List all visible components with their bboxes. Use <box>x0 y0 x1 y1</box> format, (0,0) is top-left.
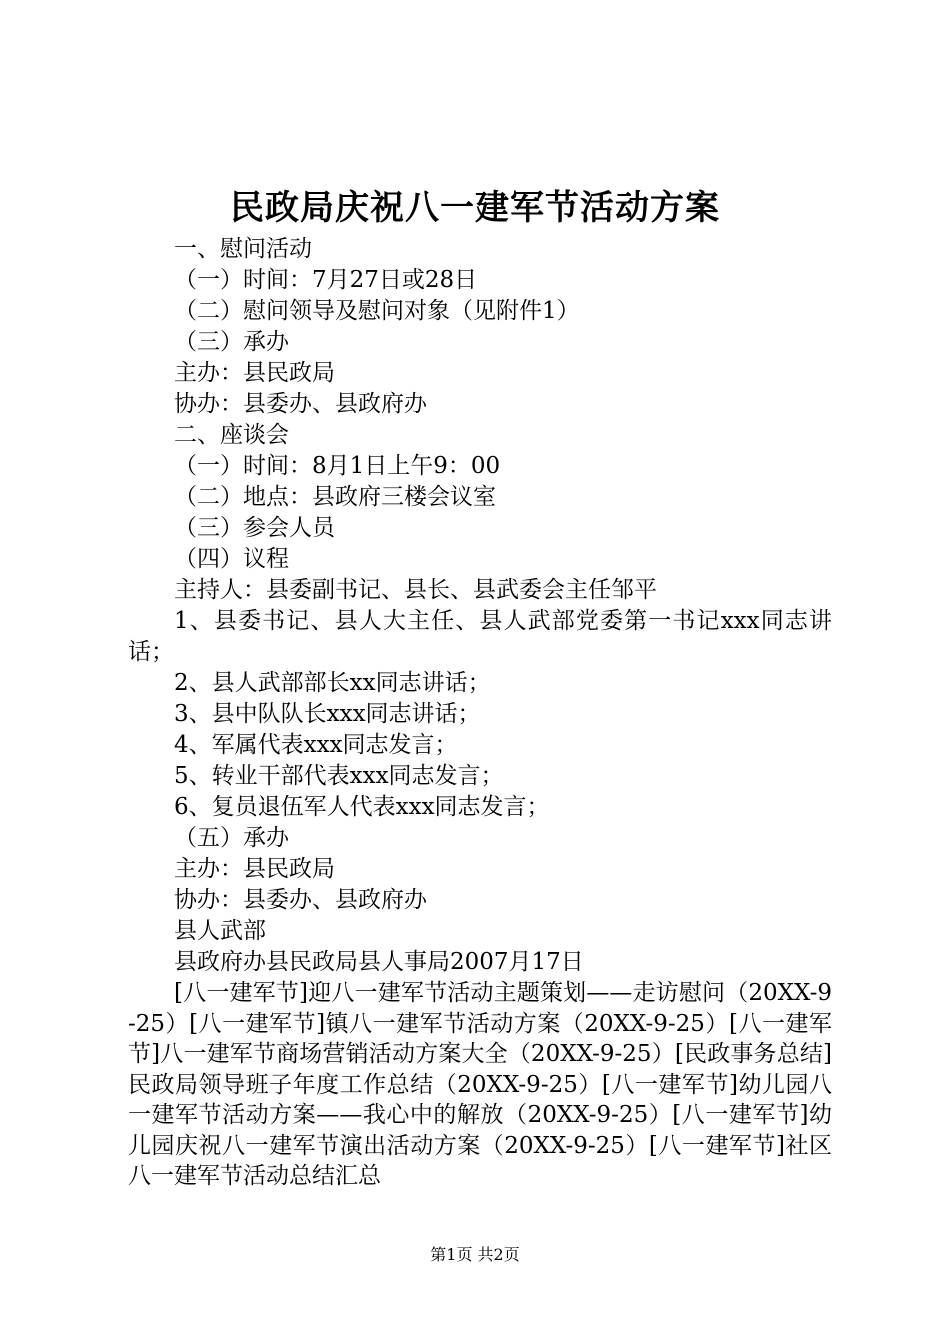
paragraph-location: （二）地点：县政府三楼会议室 <box>174 484 496 510</box>
agenda-item-1: 1、县委书记、县人大主任、县人武部党委第一书记xxx同志讲话； <box>128 608 832 665</box>
paragraph-co-host: 协办：县委办、县政府办 <box>174 391 427 417</box>
agenda-item-2: 2、县人武部部长xx同志讲话； <box>174 670 491 696</box>
agenda-item-5: 5、转业干部代表xxx同志发言； <box>174 763 504 789</box>
paragraph-host-2: 主办：县民政局 <box>174 856 335 882</box>
paragraph-moderator: 主持人：县委副书记、县长、县武委会主任邹平 <box>174 577 657 603</box>
paragraph-organizer-heading-2: （五）承办 <box>174 825 289 851</box>
paragraph-leaders: （二）慰问领导及慰问对象（见附件1） <box>174 298 580 324</box>
paragraph-attendees: （三）参会人员 <box>174 515 335 541</box>
heading-condolence-activity: 一、慰问活动 <box>174 236 312 262</box>
page-title: 民政局庆祝八一建军节活动方案 <box>230 188 720 228</box>
paragraph-agenda: （四）议程 <box>174 546 289 572</box>
paragraph-organizer-heading: （三）承办 <box>174 329 289 355</box>
page-indicator: 第1页 共2页 <box>430 1245 520 1264</box>
paragraph-issuers-date: 县政府办县民政局县人事局2007月17日 <box>174 949 584 975</box>
document-body <box>128 234 832 1192</box>
agenda-item-6: 6、复员退伍军人代表xxx同志发言； <box>174 794 550 820</box>
paragraph-time: （一）时间：7月27日或28日 <box>174 267 478 293</box>
heading-symposium: 二、座谈会 <box>174 422 289 448</box>
agenda-item-3: 3、县中队队长xxx同志讲话； <box>174 701 481 727</box>
paragraph-host: 主办：县民政局 <box>174 360 335 386</box>
paragraph-co-host-2: 协办：县委办、县政府办 <box>174 887 427 913</box>
related-articles: [八一建军节]迎八一建军节活动主题策划——走访慰问（20XX-9-25）[八一建军节]镇八一建军节活动方案（20XX-9-25）[八一建军节]八一建军节商场营销活动方案大全（20XX-9-25）[民政事务总结]民政局领导班子年度工作总结（20XX-9-25）[八一建军节]幼儿园八一建军节活动方案——我心中的解放（20XX-9-25）[八一建军节]幼儿园庆祝八一建军节演出活动方案（20XX-9-25）[八一建军节]社区八一建军节活动总结汇总 <box>128 980 832 1189</box>
paragraph-symposium-time: （一）时间：8月1日上午9：00 <box>174 453 501 479</box>
paragraph-armed-forces: 县人武部 <box>174 918 266 944</box>
agenda-item-4: 4、军属代表xxx同志发言； <box>174 732 458 758</box>
